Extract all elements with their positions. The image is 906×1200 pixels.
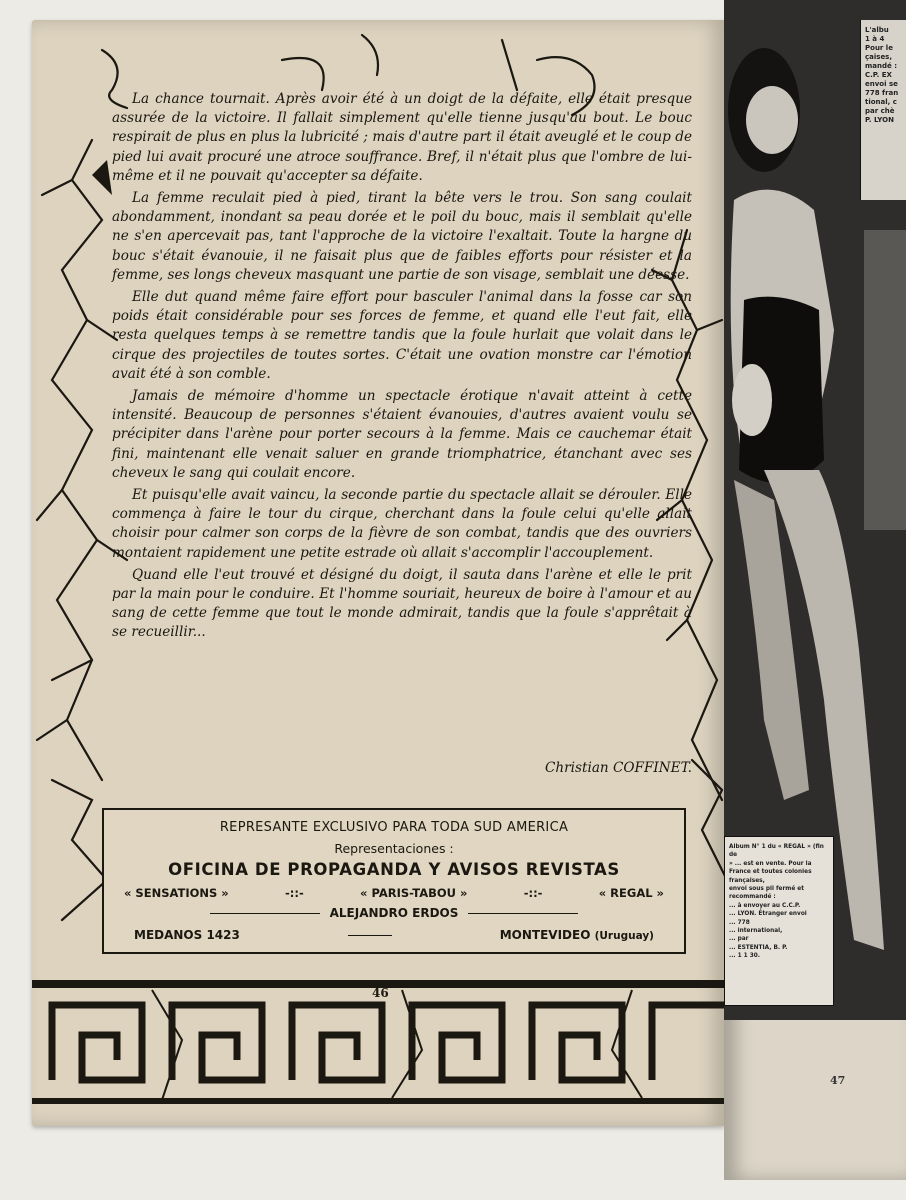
info-line: Pour le xyxy=(865,44,893,52)
info-line: 778 fran xyxy=(865,89,899,97)
info-line: tional, c xyxy=(865,98,897,106)
ad-separator: -::- xyxy=(285,886,304,900)
info-line: France et toutes colonies françaises, xyxy=(729,869,812,884)
ad-country: (Uruguay) xyxy=(594,930,654,942)
ad-office-line: OFICINA DE PROPAGANDA Y AVISOS REVISTAS xyxy=(168,860,620,879)
advertisement-box xyxy=(102,808,686,954)
info-line: C.P. EX xyxy=(865,71,892,79)
right-page xyxy=(724,0,906,1180)
info-line: ... LYON. Étranger envoi xyxy=(729,911,807,918)
info-line: P. LYON xyxy=(865,116,894,124)
ad-separator: -::- xyxy=(523,886,543,900)
paragraph: Quand elle l'eut trouvé et désigné du doigt, il sauta dans l'arène et elle le prit par la main pour le conduire. Et l'homme souriait, heureux de boire à l'amour et au sang de cette femme que tout le monde admirait, tandis que la foule s'apprêtait à se recueillir... xyxy=(112,566,692,641)
info-line: ... 1 1 30. xyxy=(729,953,760,960)
ad-name-line xyxy=(104,906,684,920)
left-page xyxy=(32,20,724,1126)
paragraph: La chance tournait. Après avoir été à un doigt de la défaite, elle était presque assurée de la victoire. Il fallait simplement qu'elle tienne jusqu'au bout. Le bouc respirait de plus en plus la lubricité ; mais d'autre part il était aveuglé et le coup de pied lui avait procuré une atroce souffrance. Bref, il n'était plus que l'ombre de lui-même et il ne pouvait qu'accepter sa défaite. xyxy=(112,91,692,184)
info-line: L'albu xyxy=(865,26,889,34)
info-line: ... à envoyer au C.C.P. xyxy=(729,902,801,909)
info-line: ... par xyxy=(729,936,749,943)
paragraph: La femme reculait pied à pied, tirant la bête vers le trou. Son sang coulait abondamment, inondant sa peau dorée et le poil du bouc, mais il semblait qu'elle ne s'en apercevait pas, tant l'approche de la victoire l'exaltait. Toute la hargne du bouc s'était évanouie, il ne faisait plus que de faibles efforts pour résister et la femme, ses longs cheveux masquant une partie de son visage, semblait une déesse. xyxy=(112,190,692,283)
ad-city-name: MONTEVIDEO xyxy=(499,928,591,942)
info-line: Album N° 1 du « REGAL » (fin de xyxy=(729,844,824,859)
divider xyxy=(348,935,392,936)
ad-name: ALEJANDRO ERDOS xyxy=(329,906,459,920)
ad-magazines-line xyxy=(124,886,664,900)
ad-magazine-paris-tabou: « PARIS-TABOU » xyxy=(360,886,468,900)
author-signature: Christian COFFINET. xyxy=(545,760,692,776)
paragraph: Elle dut quand même faire effort pour basculer l'animal dans la fosse car son poids était considérable pour ses forces de femme, et quand elle l'eut fait, elle resta quelques temps à se remettre tandis que la foule hurlait que volait dans le cirque des projectiles de toutes sortes. C'était une ovation monstre car l'émotion avait été à son comble. xyxy=(112,289,692,382)
article-text xyxy=(112,90,692,646)
info-line: par chè xyxy=(865,107,895,115)
ad-representative-line: REPRESANTE EXCLUSIVO PARA TODA SUD AMERICA xyxy=(219,820,569,835)
info-line: ... ESTENTIA, B. P. xyxy=(729,944,788,951)
album-info-top xyxy=(860,20,906,200)
ad-address-line xyxy=(134,928,654,942)
page-number-right: 47 xyxy=(830,1074,846,1087)
info-line: ... 778 xyxy=(729,919,750,926)
ad-magazine-sensations: « SENSATIONS » xyxy=(124,886,229,900)
info-line: envoi se xyxy=(865,80,898,88)
album-info-bottom xyxy=(724,836,834,1006)
ad-city xyxy=(500,928,654,942)
info-line: çaises, xyxy=(865,53,893,61)
divider xyxy=(468,913,578,914)
ad-representations-line: Representaciones : xyxy=(334,841,454,856)
info-line: envoi sous pli fermé et recommandé : xyxy=(729,886,805,901)
info-line: » ... est en vente. Pour la xyxy=(729,860,812,867)
ad-street: MEDANOS 1423 xyxy=(134,928,240,942)
info-line: mandé : xyxy=(865,62,897,70)
ad-magazine-regal: « REGAL » xyxy=(598,886,664,900)
divider xyxy=(210,913,320,914)
page-number-left: 46 xyxy=(372,986,389,1000)
paragraph: Et puisqu'elle avait vaincu, la seconde partie du spectacle allait se dérouler. Elle commença à faire le tour du cirque, cherchant dans la foule celui qu'elle allait choisir pour calmer son corps de la fièvre de son combat, tandis que des ouvriers montaient rapidement une petite estrade où allait s'accomplir l'accouplement. xyxy=(112,487,692,561)
paragraph: Jamais de mémoire d'homme un spectacle érotique n'avait atteint à cette intensité. Beaucoup de personnes s'étaient évanouies, d'autres avaient voulu se précipiter dans l'arène pour porter secours à la femme. Mais ce cauchemar était fini, maintenant elle venait saluer en grande triomphatrice, étanchant avec ses cheveux le sang qui coulait encore. xyxy=(112,388,692,481)
info-line: 1 à 4 xyxy=(865,35,885,43)
info-line: ... international, xyxy=(729,928,783,935)
